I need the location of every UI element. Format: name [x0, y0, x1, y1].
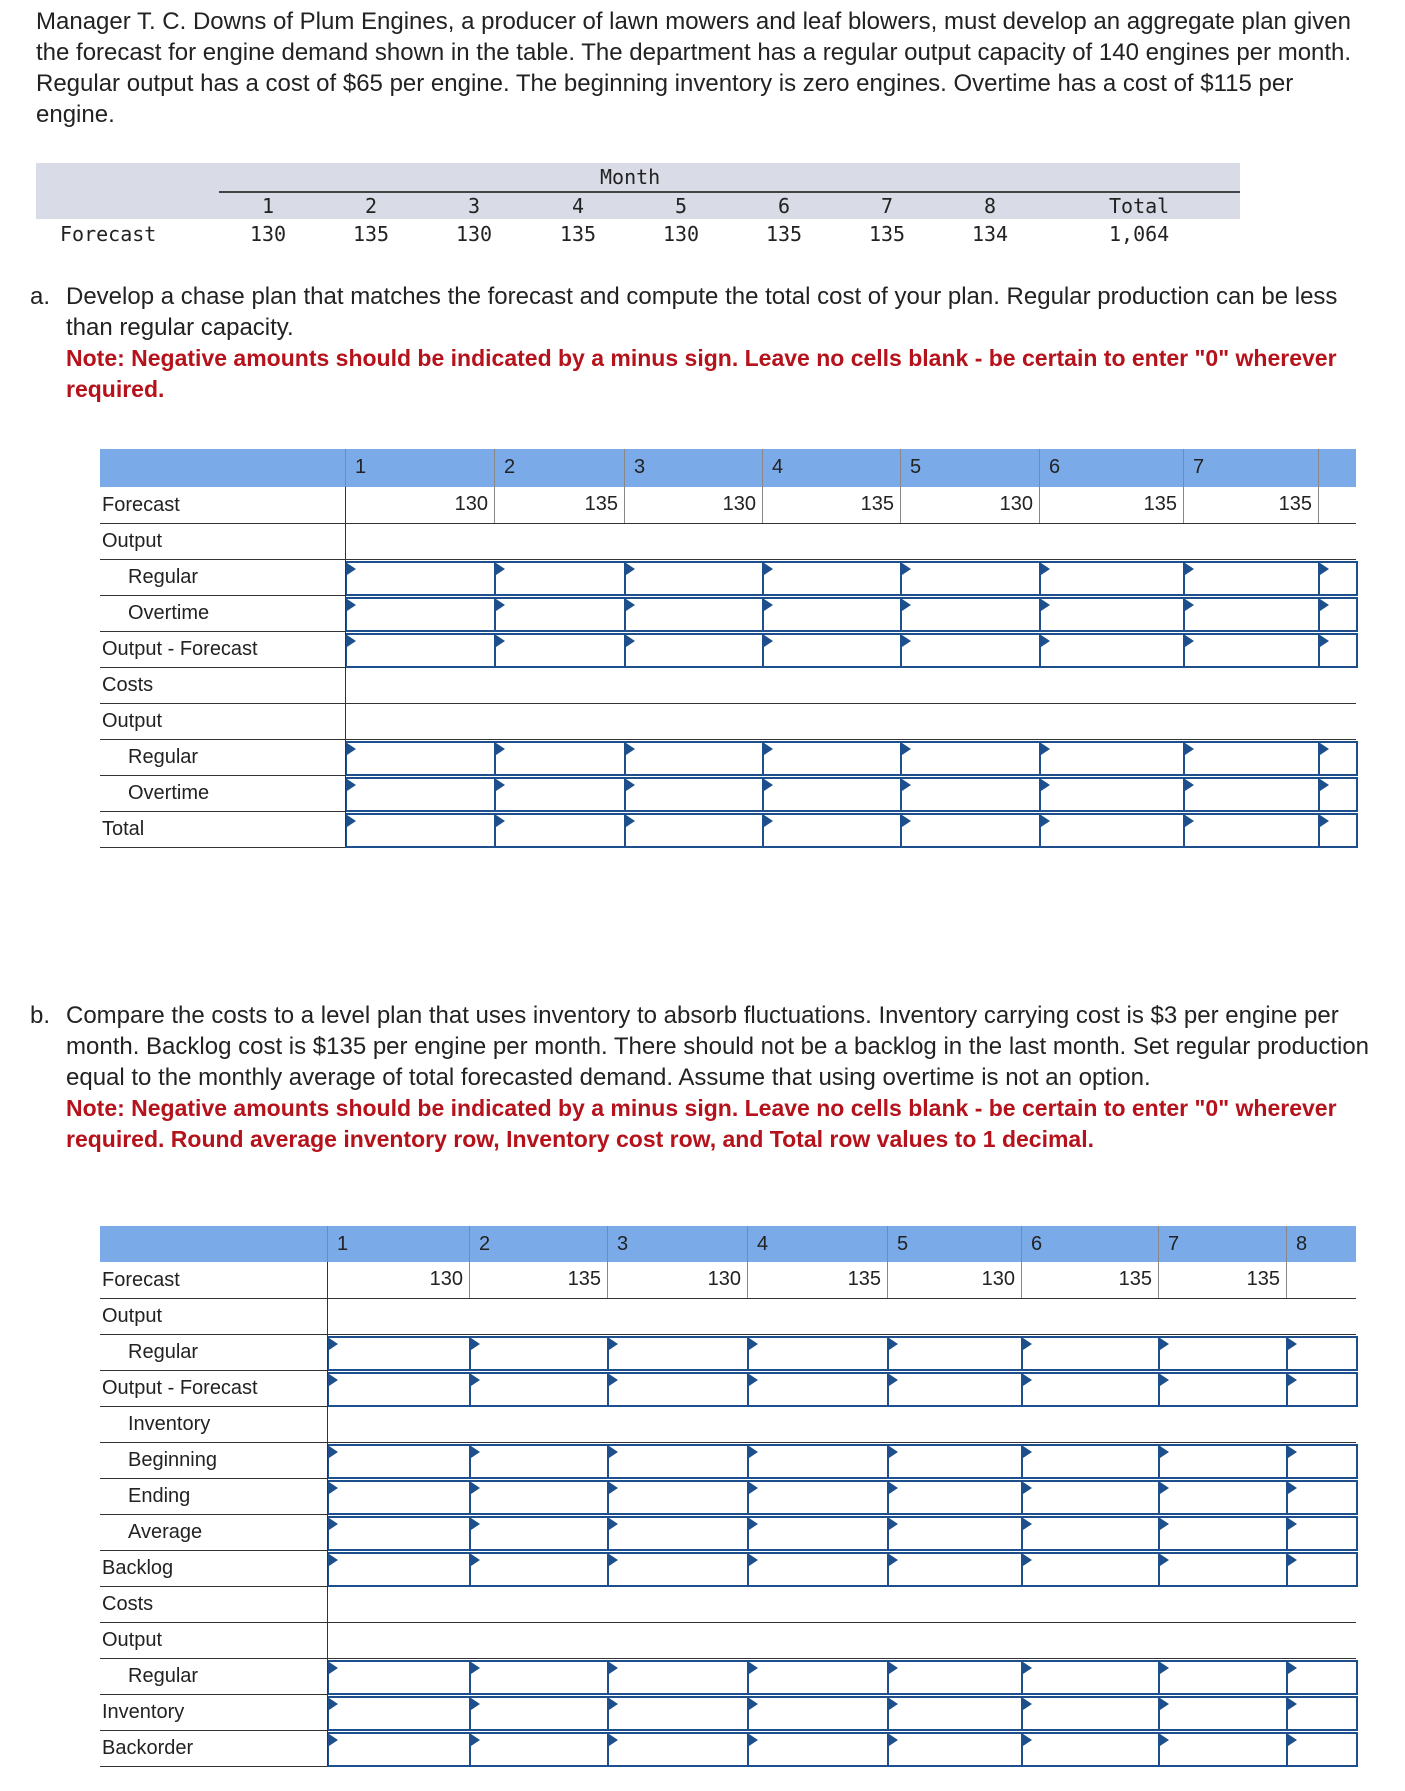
row-cost-regular-input-8[interactable] — [1318, 741, 1358, 776]
row-regular-input-1[interactable] — [327, 1336, 471, 1371]
row-regular: Regular — [128, 566, 199, 588]
row-regular-input-8[interactable] — [1318, 561, 1358, 596]
row-ending-input-4[interactable] — [747, 1480, 889, 1515]
row-beginning-input-4[interactable] — [747, 1444, 889, 1479]
row-cost-inventory-input-5[interactable] — [887, 1696, 1023, 1731]
row-beginning-input-1[interactable] — [327, 1444, 471, 1479]
row-ending-input-7[interactable] — [1158, 1480, 1288, 1515]
row-regular-input-3[interactable] — [607, 1336, 749, 1371]
row-output-forecast-input-4[interactable] — [747, 1372, 889, 1407]
part-b-question — [30, 1000, 1370, 1155]
row-total-input-2[interactable] — [494, 813, 626, 848]
row-cost-backorder: Backorder — [102, 1737, 194, 1759]
period-number-5: 5 — [897, 1233, 909, 1255]
row-output-forecast-input-2[interactable] — [469, 1372, 609, 1407]
forecast-row-label: Forecast — [60, 222, 157, 246]
row-cost-inventory-input-3[interactable] — [607, 1696, 749, 1731]
column-divider — [624, 449, 625, 523]
row-output-forecast: Output - Forecast — [102, 1377, 258, 1399]
row-cost-regular-input-5[interactable] — [887, 1660, 1023, 1695]
part-b-note: Note: Negative amounts should be indicated by a minus sign. Leave no cells blank - be certain to enter "0" wherever required. Round average inventory row, Inventory cost row, and Total row values to 1 decimal. — [66, 1095, 1337, 1152]
column-divider — [1183, 449, 1184, 523]
row-cost-inventory: Inventory — [102, 1701, 185, 1723]
forecast-cell-5: 130 — [999, 493, 1033, 515]
row-rule — [100, 559, 1356, 560]
row-ending: Ending — [128, 1485, 191, 1507]
row-output-forecast-input-1[interactable] — [327, 1372, 471, 1407]
row-output-forecast-input-8[interactable] — [1286, 1372, 1358, 1407]
row-regular-input-8[interactable] — [1286, 1336, 1358, 1371]
row-total-input-1[interactable] — [345, 813, 496, 848]
row-backlog-input-2[interactable] — [469, 1552, 609, 1587]
row-average-input-5[interactable] — [887, 1516, 1023, 1551]
period-number-5: 5 — [910, 456, 922, 478]
period-number-6: 6 — [1031, 1233, 1043, 1255]
row-cost-regular-input-4[interactable] — [762, 741, 902, 776]
forecast-value-1: 130 — [249, 222, 287, 246]
row-forecast: Forecast — [102, 494, 180, 516]
row-cost-inventory-input-8[interactable] — [1286, 1696, 1358, 1731]
forecast-table-header-band — [36, 191, 219, 219]
forecast-cell-5: 130 — [981, 1268, 1015, 1290]
row-inventory: Inventory — [128, 1413, 211, 1435]
row-output-forecast-input-7[interactable] — [1183, 633, 1320, 668]
row-regular-input-5[interactable] — [900, 561, 1041, 596]
row-cost-regular-input-8[interactable] — [1286, 1660, 1358, 1695]
row-backlog-input-1[interactable] — [327, 1552, 471, 1587]
part-a-letter: a. — [30, 283, 51, 310]
row-cost-regular-input-2[interactable] — [469, 1660, 609, 1695]
column-divider — [900, 449, 901, 523]
row-cost-overtime-input-3[interactable] — [624, 777, 764, 812]
column-divider — [469, 1226, 470, 1298]
row-cost-inventory-input-4[interactable] — [747, 1696, 889, 1731]
row-overtime-input-8[interactable] — [1318, 597, 1358, 632]
row-total-input-8[interactable] — [1318, 813, 1358, 848]
forecast-cell-7: 135 — [1246, 1268, 1280, 1290]
row-regular-input-4[interactable] — [762, 561, 902, 596]
forecast-cell-1: 130 — [429, 1268, 463, 1290]
row-total-input-7[interactable] — [1183, 813, 1320, 848]
column-divider — [1039, 449, 1040, 523]
forecast-cell-4: 135 — [860, 493, 894, 515]
period-number-2: 2 — [504, 456, 516, 478]
row-cost-regular-input-7[interactable] — [1158, 1660, 1288, 1695]
period-number-7: 7 — [1193, 456, 1205, 478]
row-backlog: Backlog — [102, 1557, 174, 1579]
forecast-value-5: 130 — [662, 222, 700, 246]
row-average-input-6[interactable] — [1021, 1516, 1160, 1551]
row-rule — [100, 703, 1356, 704]
row-ending-input-5[interactable] — [887, 1480, 1023, 1515]
row-overtime: Overtime — [128, 602, 210, 624]
label-column-divider — [345, 487, 346, 847]
row-cost-backorder-input-2[interactable] — [469, 1732, 609, 1767]
row-output-forecast-input-4[interactable] — [762, 633, 902, 668]
period-number-3: 3 — [634, 456, 646, 478]
row-forecast: Forecast — [102, 1269, 180, 1291]
row-cost-output: Output — [102, 710, 163, 732]
row-average-input-3[interactable] — [607, 1516, 749, 1551]
row-backlog-input-8[interactable] — [1286, 1552, 1358, 1587]
row-ending-input-1[interactable] — [327, 1480, 471, 1515]
forecast-cell-6: 135 — [1118, 1268, 1152, 1290]
period-number-1: 1 — [355, 456, 367, 478]
part-b-text: Compare the costs to a level plan that uses inventory to absorb fluctuations. Inventory carrying cost is $3 per engine per month. Backlog cost is $135 per engine per month. There should not be a backlog in the last month. Set regular production equal to the monthly average of total forecasted demand. Assume that using overtime is not an option. — [66, 1002, 1370, 1091]
forecast-total-value: 1,064 — [1109, 222, 1170, 246]
row-costs: Costs — [102, 1593, 154, 1615]
row-cost-regular-input-6[interactable] — [1039, 741, 1185, 776]
row-cost-output: Output — [102, 1629, 163, 1651]
forecast-month-1: 1 — [261, 194, 275, 218]
period-number-6: 6 — [1049, 456, 1061, 478]
row-average-input-7[interactable] — [1158, 1516, 1288, 1551]
row-cost-overtime-input-2[interactable] — [494, 777, 626, 812]
row-overtime-input-2[interactable] — [494, 597, 626, 632]
row-output-forecast-input-6[interactable] — [1039, 633, 1185, 668]
row-average-input-4[interactable] — [747, 1516, 889, 1551]
forecast-month-2: 2 — [364, 194, 378, 218]
forecast-month-5: 5 — [674, 194, 688, 218]
row-rule — [100, 739, 1356, 740]
row-beginning-input-7[interactable] — [1158, 1444, 1288, 1479]
row-rule — [100, 1298, 1356, 1299]
row-regular-input-1[interactable] — [345, 561, 496, 596]
forecast-cell-7: 135 — [1278, 493, 1312, 515]
period-number-2: 2 — [479, 1233, 491, 1255]
row-cost-overtime-input-8[interactable] — [1318, 777, 1358, 812]
forecast-cell-6: 135 — [1143, 493, 1177, 515]
row-backlog-input-7[interactable] — [1158, 1552, 1288, 1587]
row-cost-inventory-input-2[interactable] — [469, 1696, 609, 1731]
row-total: Total — [102, 818, 145, 840]
row-cost-regular-input-3[interactable] — [607, 1660, 749, 1695]
row-total-input-4[interactable] — [762, 813, 902, 848]
row-regular-input-6[interactable] — [1039, 561, 1185, 596]
forecast-cell-2: 135 — [584, 493, 618, 515]
row-cost-regular-input-3[interactable] — [624, 741, 764, 776]
row-regular: Regular — [128, 1341, 199, 1363]
part-b-letter: b. — [30, 1002, 51, 1029]
row-output-forecast-input-2[interactable] — [494, 633, 626, 668]
row-output-forecast-input-1[interactable] — [345, 633, 496, 668]
row-cost-overtime: Overtime — [128, 782, 210, 804]
row-cost-regular-input-4[interactable] — [747, 1660, 889, 1695]
row-overtime-input-3[interactable] — [624, 597, 764, 632]
forecast-value-8: 134 — [971, 222, 1009, 246]
forecast-cell-4: 135 — [847, 1268, 881, 1290]
row-regular-input-4[interactable] — [747, 1336, 889, 1371]
period-number-4: 4 — [772, 456, 784, 478]
row-ending-input-3[interactable] — [607, 1480, 749, 1515]
row-cost-backorder-input-8[interactable] — [1286, 1732, 1358, 1767]
forecast-value-3: 130 — [455, 222, 493, 246]
row-output: Output — [102, 1305, 163, 1327]
forecast-table-rule — [219, 191, 1240, 193]
period-number-4: 4 — [757, 1233, 769, 1255]
row-output-forecast-input-3[interactable] — [624, 633, 764, 668]
row-regular-input-3[interactable] — [624, 561, 764, 596]
row-beginning: Beginning — [128, 1449, 217, 1471]
row-regular-input-7[interactable] — [1183, 561, 1320, 596]
row-beginning-input-2[interactable] — [469, 1444, 609, 1479]
forecast-cell-1: 130 — [454, 493, 488, 515]
row-ending-input-8[interactable] — [1286, 1480, 1358, 1515]
forecast-value-4: 135 — [559, 222, 597, 246]
row-beginning-input-3[interactable] — [607, 1444, 749, 1479]
row-cost-regular-input-5[interactable] — [900, 741, 1041, 776]
row-overtime-input-4[interactable] — [762, 597, 902, 632]
row-cost-overtime-input-4[interactable] — [762, 777, 902, 812]
row-regular-input-2[interactable] — [494, 561, 626, 596]
row-cost-backorder-input-6[interactable] — [1021, 1732, 1160, 1767]
row-average-input-1[interactable] — [327, 1516, 471, 1551]
column-divider — [762, 449, 763, 523]
row-beginning-input-6[interactable] — [1021, 1444, 1160, 1479]
row-ending-input-6[interactable] — [1021, 1480, 1160, 1515]
row-regular-input-5[interactable] — [887, 1336, 1023, 1371]
row-regular-input-7[interactable] — [1158, 1336, 1288, 1371]
row-cost-backorder-input-1[interactable] — [327, 1732, 471, 1767]
part-a-text: Develop a chase plan that matches the forecast and compute the total cost of your plan. Regular production can be less than regular capacity. — [66, 283, 1338, 341]
row-rule — [100, 1658, 1356, 1659]
forecast-month-8: 8 — [983, 194, 997, 218]
forecast-month-6: 6 — [777, 194, 791, 218]
row-cost-regular-input-1[interactable] — [345, 741, 496, 776]
forecast-month-4: 4 — [571, 194, 585, 218]
column-divider — [747, 1226, 748, 1298]
row-rule — [100, 1622, 1356, 1623]
row-rule — [100, 1334, 1356, 1335]
forecast-cell-2: 135 — [567, 1268, 601, 1290]
row-cost-regular: Regular — [128, 746, 199, 768]
column-divider — [607, 1226, 608, 1298]
label-column-divider — [327, 1262, 328, 1766]
forecast-cell-3: 130 — [707, 1268, 741, 1290]
row-output-forecast-input-7[interactable] — [1158, 1372, 1288, 1407]
row-output-forecast: Output - Forecast — [102, 638, 258, 660]
row-output-forecast-input-3[interactable] — [607, 1372, 749, 1407]
forecast-month-7: 7 — [880, 194, 894, 218]
row-cost-backorder-input-4[interactable] — [747, 1732, 889, 1767]
row-total-input-3[interactable] — [624, 813, 764, 848]
problem-intro: Manager T. C. Downs of Plum Engines, a producer of lawn mowers and leaf blowers, must develop an aggregate plan given the forecast for engine demand shown in the table. The department has a regular output capacity of 140 engines per month. Regular output has a cost of $65 per engine. The beginning inventory is zero engines. Overtime has a cost of $115 per engine. — [36, 8, 1352, 128]
column-divider — [494, 449, 495, 523]
row-backlog-input-6[interactable] — [1021, 1552, 1160, 1587]
row-regular-input-6[interactable] — [1021, 1336, 1160, 1371]
row-beginning-input-8[interactable] — [1286, 1444, 1358, 1479]
column-divider — [1021, 1226, 1022, 1298]
part-a-question — [30, 281, 1370, 405]
row-overtime-input-1[interactable] — [345, 597, 496, 632]
forecast-total-label: Total — [1109, 194, 1170, 218]
row-average: Average — [128, 1521, 203, 1543]
row-cost-overtime-input-7[interactable] — [1183, 777, 1320, 812]
column-divider — [1158, 1226, 1159, 1298]
period-number-3: 3 — [617, 1233, 629, 1255]
forecast-month-3: 3 — [467, 194, 481, 218]
row-total-input-6[interactable] — [1039, 813, 1185, 848]
column-divider — [1286, 1226, 1287, 1298]
row-output: Output — [102, 530, 163, 552]
row-rule — [100, 1442, 1356, 1443]
period-number-1: 1 — [337, 1233, 349, 1255]
row-cost-backorder-input-5[interactable] — [887, 1732, 1023, 1767]
row-cost-regular: Regular — [128, 1665, 199, 1687]
row-cost-overtime-input-6[interactable] — [1039, 777, 1185, 812]
row-cost-regular-input-6[interactable] — [1021, 1660, 1160, 1695]
row-cost-regular-input-2[interactable] — [494, 741, 626, 776]
row-cost-regular-input-1[interactable] — [327, 1660, 471, 1695]
row-cost-overtime-input-1[interactable] — [345, 777, 496, 812]
row-cost-inventory-input-6[interactable] — [1021, 1696, 1160, 1731]
row-average-input-8[interactable] — [1286, 1516, 1358, 1551]
row-cost-inventory-input-1[interactable] — [327, 1696, 471, 1731]
row-cost-inventory-input-7[interactable] — [1158, 1696, 1288, 1731]
row-cost-backorder-input-7[interactable] — [1158, 1732, 1288, 1767]
row-ending-input-2[interactable] — [469, 1480, 609, 1515]
row-total-input-5[interactable] — [900, 813, 1041, 848]
row-overtime-input-7[interactable] — [1183, 597, 1320, 632]
row-output-forecast-input-5[interactable] — [887, 1372, 1023, 1407]
row-beginning-input-5[interactable] — [887, 1444, 1023, 1479]
part-a-note: Note: Negative amounts should be indicated by a minus sign. Leave no cells blank - be certain to enter "0" wherever required. — [66, 345, 1337, 402]
row-average-input-2[interactable] — [469, 1516, 609, 1551]
period-number-8: 8 — [1296, 1233, 1308, 1255]
row-output-forecast-input-8[interactable] — [1318, 633, 1358, 668]
forecast-value-6: 135 — [765, 222, 803, 246]
row-output-forecast-input-5[interactable] — [900, 633, 1041, 668]
row-output-forecast-input-6[interactable] — [1021, 1372, 1160, 1407]
period-header-bar — [100, 449, 1356, 487]
row-rule — [100, 523, 1356, 524]
column-divider — [1318, 449, 1319, 523]
row-overtime-input-5[interactable] — [900, 597, 1041, 632]
column-divider — [887, 1226, 888, 1298]
row-backlog-input-3[interactable] — [607, 1552, 749, 1587]
row-overtime-input-6[interactable] — [1039, 597, 1185, 632]
row-cost-regular-input-7[interactable] — [1183, 741, 1320, 776]
row-regular-input-2[interactable] — [469, 1336, 609, 1371]
forecast-month-header: Month — [600, 165, 661, 189]
forecast-value-2: 135 — [352, 222, 390, 246]
row-backlog-input-4[interactable] — [747, 1552, 889, 1587]
row-cost-overtime-input-5[interactable] — [900, 777, 1041, 812]
row-backlog-input-5[interactable] — [887, 1552, 1023, 1587]
row-cost-backorder-input-3[interactable] — [607, 1732, 749, 1767]
forecast-value-7: 135 — [868, 222, 906, 246]
forecast-cell-3: 130 — [722, 493, 756, 515]
period-number-7: 7 — [1168, 1233, 1180, 1255]
row-costs: Costs — [102, 674, 154, 696]
